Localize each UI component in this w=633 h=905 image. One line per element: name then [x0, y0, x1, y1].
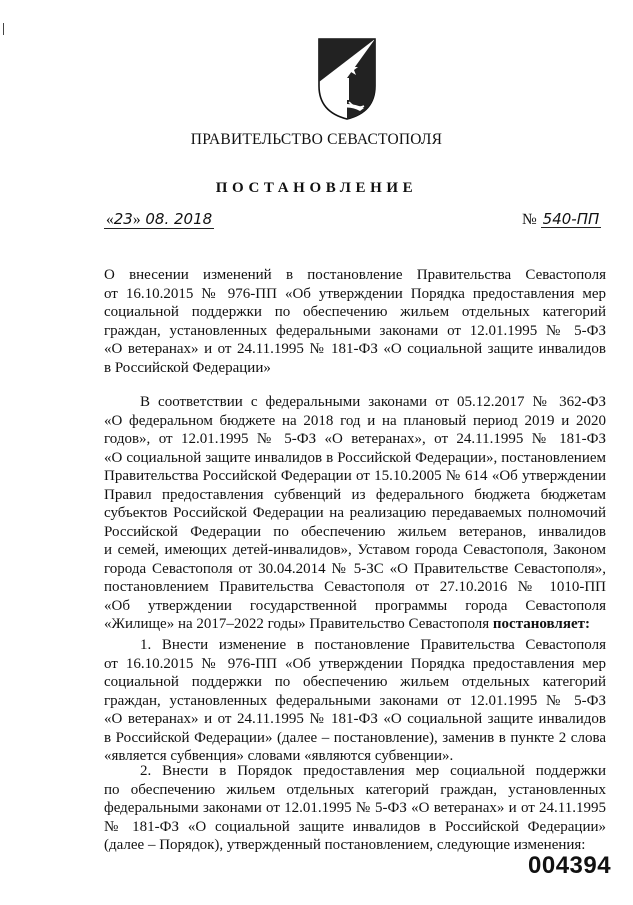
item1-line: граждан, установленных федеральными законами от 12.01.1995 № 5-ФЗ	[104, 692, 606, 709]
document-type-title: ПОСТАНОВЛЕНИЕ	[215, 180, 418, 196]
preamble-line: постановлением Правительства Севастополя от 27.10.2016 № 1010-ПП	[104, 579, 606, 595]
margin-mark	[3, 23, 4, 35]
document-title-block	[104, 266, 606, 377]
preamble-line: «О социальной защите инвалидов в Российской Федерации», постановлением	[104, 449, 606, 466]
item2-line: № 181-ФЗ «О социальной защите инвалидов в Российской Федерации»	[104, 818, 606, 835]
decree-keyword: постановляет:	[492, 616, 590, 632]
item2-line: (далее – Порядок), утвержденный постановлением, следующие изменения:	[104, 837, 586, 853]
date-month-year: 08. 2018	[140, 210, 213, 228]
preamble-line: «Жилище» на 2017–2022 годы» Правительство Севастополя	[104, 616, 493, 632]
preamble-line: города Севастополя от 30.04.2014 № 5-ЗС «О Правительстве Севастополя»,	[104, 560, 606, 577]
preamble-line: В соответствии с федеральными законами от 05.12.2017 № 362-ФЗ	[140, 394, 606, 410]
item2-line: 2. Внести в Порядок предоставления мер социальной поддержки	[140, 763, 606, 779]
preamble-line: и семей, имеющих детей-инвалидов», Уставом города Севастополя, Законом	[104, 542, 606, 558]
government-name: ПРАВИТЕЛЬСТВО СЕВАСТОПОЛЯ	[190, 131, 443, 148]
item1-line: социальной поддержки по обеспечению жильем отдельных категорий	[104, 674, 606, 690]
item-1-paragraph	[104, 636, 606, 766]
title-line: О внесении изменений в постановление Правительства Севастополя	[104, 267, 606, 283]
title-line: «О ветеранах» и от 24.11.1995 № 181-ФЗ «О социальной защите инвалидов	[104, 341, 606, 357]
preamble-line: Правительства Российской Федерации от 15.10.2005 № 614 «Об утверждении	[104, 468, 606, 484]
number-sign: №	[522, 211, 537, 228]
preamble-last-line	[104, 615, 606, 634]
item2-line: по обеспечению жильем отдельных категорий граждан, установленных	[104, 781, 606, 798]
item1-line: «является субвенция» словами «являются субвенции».	[104, 748, 454, 764]
preamble-paragraph	[104, 393, 606, 634]
item2-line: федеральными законами от 12.01.1995 № 5-ФЗ «О ветеранах» и от 24.11.1995	[104, 800, 606, 816]
preamble-line: «Об утверждении государственной программы города Севастополя	[104, 597, 606, 614]
item-2-paragraph	[104, 762, 606, 855]
document-date	[104, 211, 214, 229]
preamble-line: годов», от 12.01.1995 № 5-ФЗ «О ветеранах», от 24.11.1995 № 181-ФЗ	[104, 431, 606, 447]
date-open-quote: «	[106, 211, 114, 228]
title-line: граждан, установленных федеральными законами от 12.01.1995 № 5-ФЗ	[104, 322, 606, 339]
item1-line: 1. Внести изменение в постановление Правительства Севастополя	[140, 637, 606, 653]
document-number	[522, 211, 601, 229]
item1-line: «О ветеранах» и от 24.11.1995 № 181-ФЗ «О социальной защите инвалидов	[104, 711, 606, 727]
preamble-line: Российской Федерации по обеспечению жильем ветеранов, инвалидов	[104, 523, 606, 540]
coat-of-arms-icon	[318, 38, 376, 120]
preamble-line: Правил предоставления субвенций из федерального бюджета бюджетам	[104, 486, 606, 503]
date-close-quote: »	[132, 211, 141, 228]
preamble-line: «О федеральном бюджете на 2018 год и на плановый период 2019 и 2020	[104, 412, 606, 429]
item1-line: от 16.10.2015 № 976-ПП «Об утверждении Порядка предоставления мер	[104, 655, 606, 672]
title-line: социальной поддержки по обеспечению жильем отдельных категорий	[104, 304, 606, 320]
date-day: 23	[113, 210, 133, 228]
item1-line: в Российской Федерации» (далее – постановление), заменив в пункте 2 слова	[104, 729, 606, 746]
preamble-line: субъектов Российской Федерации на реализацию передаваемых полномочий	[104, 505, 606, 521]
form-serial-number: 004394	[528, 852, 612, 879]
title-line: в Российской Федерации»	[104, 359, 271, 376]
title-line: от 16.10.2015 № 976-ПП «Об утверждении Порядка предоставления мер	[104, 285, 606, 302]
number-value: 540-ПП	[542, 210, 600, 228]
